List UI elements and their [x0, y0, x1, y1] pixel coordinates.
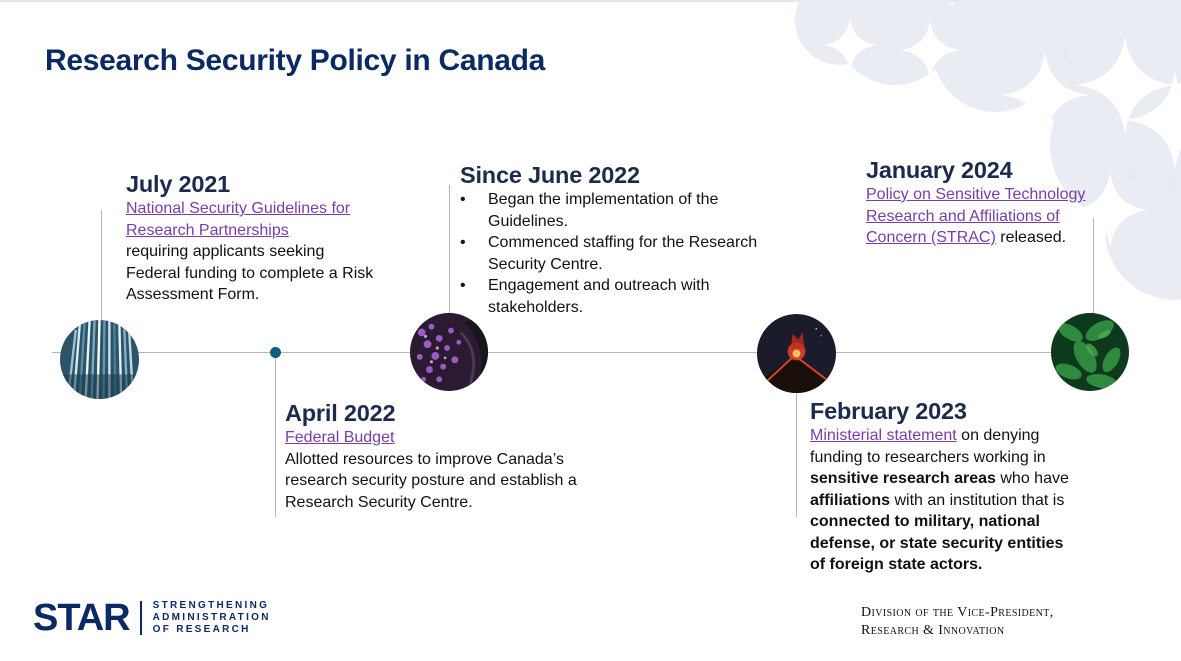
bullet-item: • Commenced staffing for the Research Security Centre.	[460, 232, 780, 275]
event-january-2024	[866, 157, 1106, 249]
division-line: Division of the Vice-President,	[861, 605, 1054, 620]
logo-divider	[140, 601, 142, 635]
timeline-dot-april-2022	[270, 347, 281, 358]
event-april-2022	[285, 400, 585, 513]
volcano-image	[757, 314, 836, 393]
event-july-2021	[126, 171, 376, 306]
tagline-line: ADMINISTRATION	[152, 612, 271, 623]
connector-june-2022	[449, 185, 450, 315]
text-segment-bold: affiliations	[810, 491, 891, 509]
purple-cells-image	[410, 313, 488, 391]
event-february-2023	[810, 398, 1072, 576]
division-label	[861, 604, 1054, 640]
ministerial-statement-link[interactable]: Ministerial statement	[810, 427, 957, 444]
green-leaves-image	[1051, 313, 1129, 391]
event-date: January 2024	[866, 157, 1013, 183]
event-date: April 2022	[285, 400, 396, 426]
timeline-axis	[52, 352, 1097, 353]
event-description	[866, 184, 1106, 249]
connector-july-2021	[101, 210, 102, 320]
bullet-item: • Engagement and outreach with stakeholders.	[460, 275, 780, 318]
logo-wordmark: STAR	[33, 597, 130, 639]
event-date: Since June 2022	[460, 162, 640, 188]
strac-policy-link[interactable]: Policy on Sensitive Technology Research and Affiliations of Concern (STRAC)	[866, 186, 1086, 246]
tagline-line: STRENGTHENING	[152, 600, 270, 611]
event-description: Allotted resources to improve Canada’s research security posture and establish a Research Security Centre.	[285, 450, 577, 511]
star-logo	[33, 598, 271, 638]
connector-feb-2023	[796, 392, 797, 517]
event-bullet-list	[460, 189, 780, 318]
text-segment: released.	[995, 229, 1067, 246]
bullet-item: • Began the implementation of the Guidelines.	[460, 189, 780, 232]
federal-budget-link[interactable]: Federal Budget	[285, 429, 395, 446]
event-description	[810, 425, 1072, 576]
text-segment-bold: sensitive research areas	[810, 470, 996, 487]
event-since-june-2022	[460, 162, 780, 318]
text-segment: with an institution that is	[890, 491, 1065, 509]
division-line: Research & Innovation	[861, 623, 1005, 638]
text-segment: on denying funding to researchers working in	[810, 427, 1046, 466]
event-date: July 2021	[126, 171, 231, 197]
tagline-line: OF RESEARCH	[152, 624, 251, 635]
glass-tubes-image	[60, 320, 139, 399]
connector-april-2022	[275, 357, 276, 517]
page-title: Research Security Policy in Canada	[45, 44, 546, 77]
text-segment: who have	[995, 470, 1069, 487]
event-description: requiring applicants seeking Federal funding to complete a Risk Assessment Form.	[126, 243, 374, 303]
event-date: February 2023	[810, 398, 967, 424]
text-segment-bold: connected to military, national defense, or state security entities of foreign state actors.	[810, 513, 1064, 573]
logo-tagline	[153, 600, 271, 636]
national-security-guidelines-link[interactable]: National Security Guidelines for Research Partnerships	[126, 200, 351, 239]
